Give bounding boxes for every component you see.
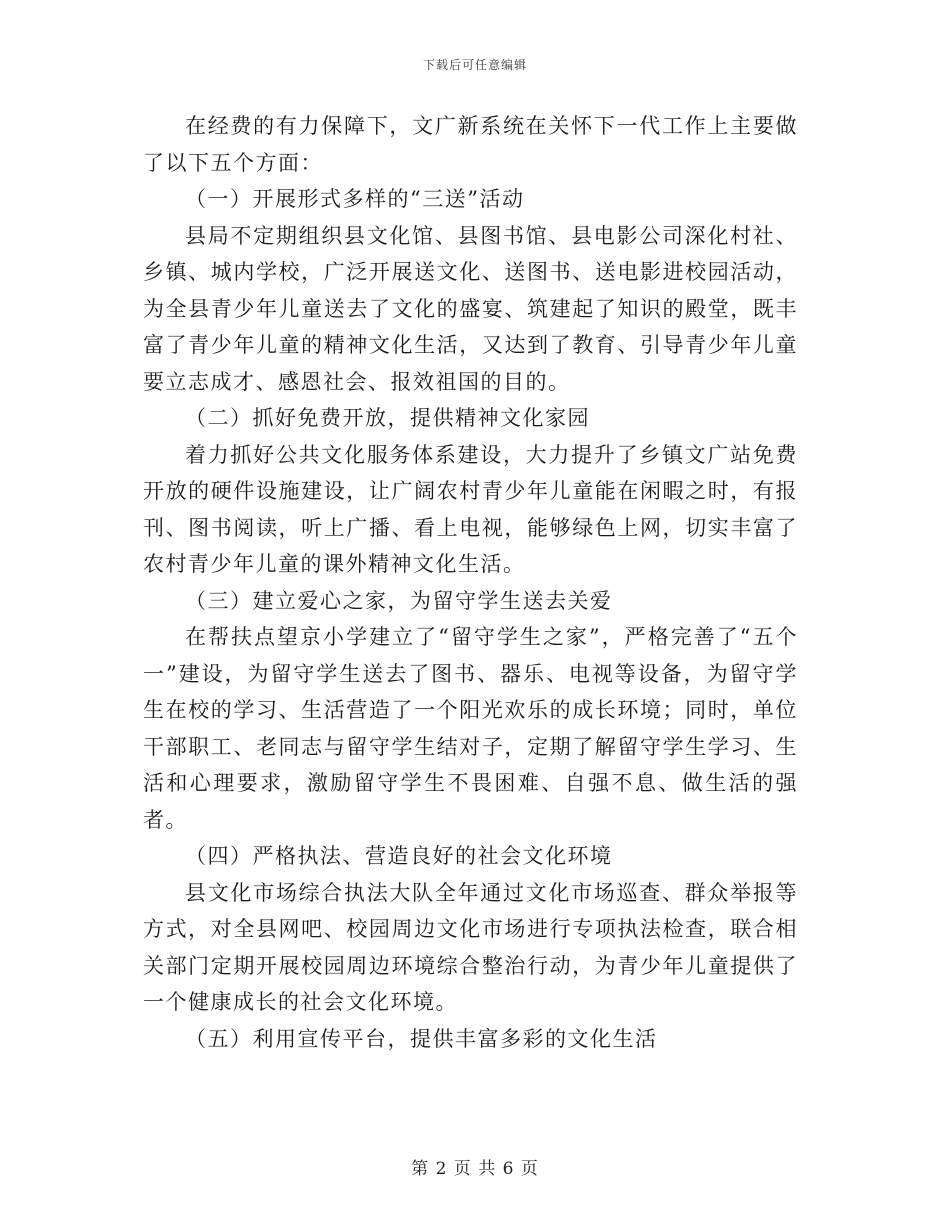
section-1-heading: （一）开展形式多样的“三送”活动	[185, 187, 525, 211]
section-2-heading: （二）抓好免费开放，提供精神文化家园	[185, 406, 590, 430]
section-1-paragraph: 县局不定期组织县文化馆、县图书馆、县电影公司深化村社、乡镇、城内学校，广泛开展送文化、送图书、送电影进校园活动，为全县青少年儿童送去了文化的盛宴、筑建起了知识的殿堂，既丰富了青少年儿童的精神文化生活，又达到了教育、引导青少年儿童要立志成才、感恩社会、报效祖国的目的。	[143, 223, 798, 394]
section-4-paragraph: 县文化市场综合执法大队全年通过文化市场巡查、群众举报等方式，对全县网吧、校园周边文化市场进行专项执法检查，联合相关部门定期开展校园周边环境综合整治行动，为青少年儿童提供了一个健康成长的社会文化环境。	[143, 880, 798, 1014]
page-number-footer: 第 2 页 共 6 页	[411, 1159, 539, 1179]
intro-paragraph: 在经费的有力保障下，文广新系统在关怀下一代工作上主要做了以下五个方面：	[143, 114, 798, 175]
section-5-heading: （五）利用宣传平台，提供丰富多彩的文化生活	[185, 1026, 658, 1051]
document-body	[143, 108, 798, 1057]
section-3-paragraph: 在帮扶点望京小学建立了“留守学生之家”，严格完善了“五个一”建设，为留守学生送去了图书、器乐、电视等设备，为留守学生在校的学习、生活营造了一个阳光欢乐的成长环境；同时，单位干部职工、老同志与留守学生结对子，定期了解留守学生学习、生活和心理要求，激励留守学生不畏困难、自强不息、做生活的强者。	[143, 625, 798, 832]
section-3-heading: （三）建立爱心之家，为留守学生送去关爱	[185, 588, 613, 613]
page-header-note: 下载后可任意编辑	[422, 58, 527, 72]
section-4-heading: （四）严格执法、营造良好的社会文化环境	[185, 844, 613, 868]
section-2-paragraph: 着力抓好公共文化服务体系建设，大力提升了乡镇文广站免费开放的硬件设施建设，让广阔农村青少年儿童能在闲暇之时，有报刊、图书阅读，听上广播、看上电视，能够绿色上网，切实丰富了农村青少年儿童的课外精神文化生活。	[143, 442, 798, 576]
